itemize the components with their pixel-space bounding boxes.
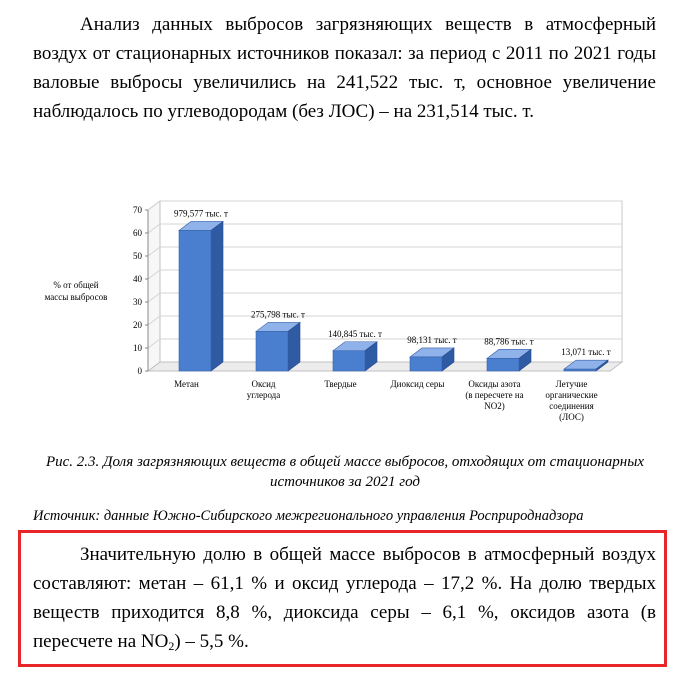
x-category-label: Твердые — [324, 379, 357, 389]
bar-side — [288, 322, 300, 371]
bar — [256, 331, 288, 371]
bar — [179, 230, 211, 371]
source-note: Источник: данные Южно-Сибирского межрегионального управления Росприроднадзора — [33, 508, 584, 524]
x-category-label: Метан — [174, 379, 199, 389]
chart-back-wall — [160, 201, 622, 362]
y-tick-label: 60 — [133, 228, 142, 238]
bar — [487, 358, 519, 371]
data-label: 98,131 тыс. т — [407, 334, 457, 345]
paragraph-text-end: ) – 5,5 %. — [174, 631, 249, 652]
bar — [564, 369, 596, 371]
y-tick-label: 70 — [133, 205, 142, 215]
data-label: 979,577 тыс. т — [174, 208, 228, 219]
y-tick-label: 30 — [133, 297, 142, 307]
bar — [410, 357, 442, 371]
highlighted-paragraph — [33, 540, 656, 656]
y-axis-title: % от общей массы выбросов — [44, 280, 108, 302]
chart-side-wall — [148, 201, 160, 371]
data-label: 88,786 тыс. т — [484, 336, 534, 347]
y-tick-label: 40 — [133, 274, 142, 284]
paragraph-text: Значительную долю в общей массе выбросов в атмосферный воздух составляют: метан – 61,1 % и оксид углерода – 17,2 %. На долю твердых веществ приходится 8,8 %, диоксида серы – 6,1 %, оксидов азота (в пересчете на NO — [33, 544, 656, 652]
x-category-label: Диоксид серы — [390, 379, 445, 389]
bar-side — [211, 221, 223, 371]
y-tick-label: 10 — [133, 343, 142, 353]
figure-caption: Рис. 2.3. Доля загрязняющих веществ в общей массе выбросов, отходящих от стационарных источников за 2021 год — [45, 454, 645, 490]
data-label: 275,798 тыс. т — [251, 309, 305, 320]
y-tick-label: 20 — [133, 320, 142, 330]
y-tick-label: 50 — [133, 251, 142, 261]
emissions-bar-chart — [40, 190, 640, 440]
subscript-two: 2 — [168, 639, 175, 653]
y-tick-label: 0 — [137, 366, 142, 376]
x-category-label: Летучие органические соединения (ЛОС) — [545, 379, 598, 422]
data-label: 13,071 тыс. т — [561, 347, 611, 358]
x-category-label: Оксид углерода — [246, 379, 281, 400]
x-category-label: Оксиды азота (в пересчете на NO2) — [465, 379, 524, 411]
data-label: 140,845 тыс. т — [328, 328, 382, 339]
bar — [333, 351, 365, 371]
intro-paragraph: Анализ данных выбросов загрязняющих веществ в атмосферный воздух от стационарных источников показал: за период с 2011 по 2021 годы валовые выбросы увеличились на 241,522 тыс. т, основное увеличение наблюдалось по углеводородам (без ЛОС) – на 231,514 тыс. т. — [33, 14, 656, 122]
